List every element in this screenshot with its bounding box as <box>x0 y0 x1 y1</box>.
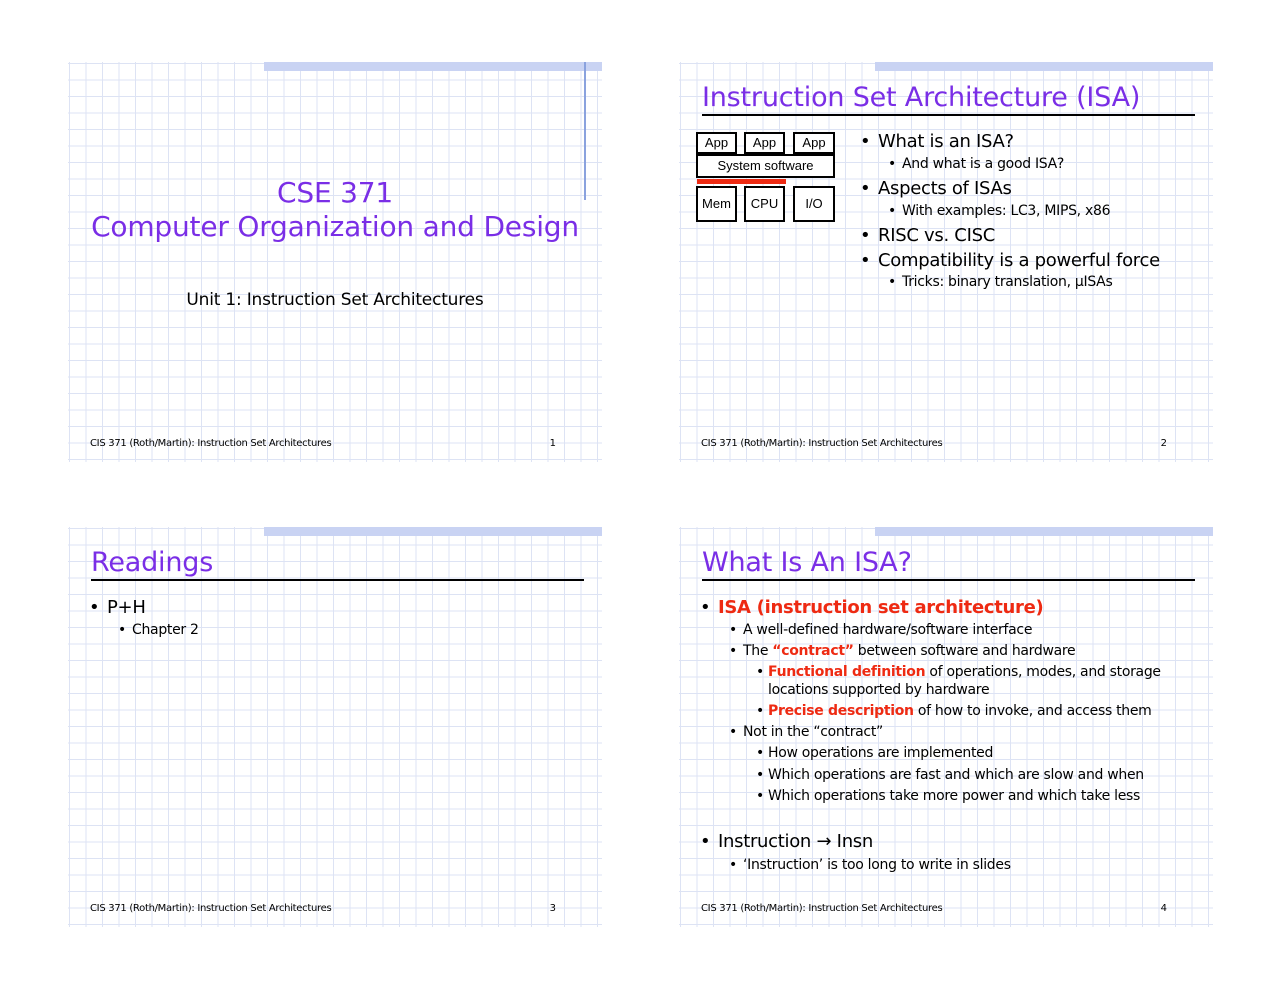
sub-bullet-item: • ‘Instruction’ is too long to write in slides <box>729 857 1011 873</box>
bullet-text: Instruction <box>718 831 817 852</box>
sub-bullet-text: Chapter 2 <box>132 622 199 638</box>
sub-sub-bullet-continuation: locations supported by hardware <box>768 682 990 698</box>
sub-bullet-item: • The “contract” between software and hardware <box>729 643 1076 659</box>
sub-bullet-item: • A well-defined hardware/software interface <box>729 622 1033 638</box>
bullet-item: • ISA (instruction set architecture) <box>700 597 1044 618</box>
slide-1 <box>68 62 602 462</box>
slide-footer: CIS 371 (Roth/Martin): Instruction Set Architectures <box>701 438 943 449</box>
slide-4 <box>679 527 1213 927</box>
sub-sub-bullet-text: How operations are implemented <box>768 745 994 761</box>
sub-bullet-item: • With examples: LC3, MIPS, x86 <box>888 203 1111 219</box>
bullet-text: P+H <box>107 597 146 618</box>
slide-3-title: Readings <box>91 547 214 578</box>
isa-heading: ISA (instruction set architecture) <box>718 597 1044 618</box>
slide-1-unit: Unit 1: Instruction Set Architectures <box>186 290 484 310</box>
bullet-item: • Aspects of ISAs <box>860 178 1012 199</box>
mem-box: Mem <box>696 186 737 222</box>
slide-footer: CIS 371 (Roth/Martin): Instruction Set Architectures <box>90 903 332 914</box>
page-number: 4 <box>1160 903 1167 914</box>
sub-bullet-item: • Not in the “contract” <box>729 724 883 740</box>
sub-sub-bullet-item: • Precise description of how to invoke, and access them <box>756 703 1152 719</box>
bullet-text: Aspects of ISAs <box>878 178 1012 199</box>
slide-1-title: CSE 371 <box>277 176 393 209</box>
bullet-text: RISC vs. CISC <box>878 225 995 246</box>
sub-sub-bullet-item: • How operations are implemented <box>756 745 994 761</box>
sub-sub-bullet-text: of how to invoke, and access them <box>913 703 1152 719</box>
sub-bullet-text: between software and hardware <box>853 643 1076 659</box>
page-number: 1 <box>549 438 556 449</box>
sub-bullet-text: With examples: LC3, MIPS, x86 <box>902 203 1111 219</box>
sub-bullet-item: • And what is a good ISA? <box>888 156 1065 172</box>
sub-sub-bullet-text: Which operations take more power and which take less <box>768 788 1141 804</box>
sub-bullet-text: Tricks: binary translation, μISAs <box>902 274 1113 290</box>
sub-bullet-text: The <box>743 643 773 659</box>
isa-boundary-bar <box>697 179 786 184</box>
slide-2 <box>679 62 1213 462</box>
bullet-text: Compatibility is a powerful force <box>878 250 1160 271</box>
sub-bullet-item: • Chapter 2 <box>118 622 199 638</box>
header-band <box>264 62 602 71</box>
header-band <box>264 527 602 536</box>
arrow-icon: → <box>816 831 832 852</box>
title-rule <box>702 114 1195 116</box>
app-box: App <box>744 132 785 154</box>
bullet-text: Insn <box>831 831 873 852</box>
sub-sub-bullet-item: • Which operations take more power and which take less <box>756 788 1141 804</box>
sub-bullet-text: Not in the “contract” <box>743 724 883 740</box>
precise-description-highlight: Precise description <box>768 703 914 719</box>
header-band <box>875 527 1213 536</box>
slide-footer: CIS 371 (Roth/Martin): Instruction Set Architectures <box>90 438 332 449</box>
bullet-item: • What is an ISA? <box>860 131 1014 152</box>
slide-4-title: What Is An ISA? <box>702 547 912 578</box>
functional-definition-highlight: Functional definition <box>768 664 926 680</box>
page-number: 2 <box>1160 438 1167 449</box>
sub-sub-bullet-text: Which operations are fast and which are slow and when <box>768 767 1144 783</box>
slide-2-title: Instruction Set Architecture (ISA) <box>702 82 1141 113</box>
slide-3 <box>68 527 602 927</box>
io-box: I/O <box>793 186 835 222</box>
bullet-item: • Compatibility is a powerful force <box>860 250 1160 271</box>
bullet-item: • Instruction → Insn <box>700 831 873 852</box>
bullet-item: • RISC vs. CISC <box>860 225 995 246</box>
sub-bullet-text: And what is a good ISA? <box>902 156 1065 172</box>
app-box: App <box>696 132 737 154</box>
sub-sub-bullet-item: • Functional definition of operations, modes, and storage <box>756 664 1161 680</box>
sub-bullet-text: A well-defined hardware/software interface <box>743 622 1033 638</box>
page-number: 3 <box>549 903 556 914</box>
contract-highlight: “contract” <box>772 643 854 659</box>
bullet-text: What is an ISA? <box>878 131 1014 152</box>
header-band <box>875 62 1213 71</box>
system-software-box: System software <box>696 154 835 178</box>
slide-footer: CIS 371 (Roth/Martin): Instruction Set Architectures <box>701 903 943 914</box>
sub-bullet-text: ‘Instruction’ is too long to write in slides <box>743 857 1011 873</box>
sub-bullet-item: • Tricks: binary translation, μISAs <box>888 274 1113 290</box>
sub-sub-bullet-item: • Which operations are fast and which are slow and when <box>756 767 1144 783</box>
sub-sub-bullet-text: of operations, modes, and storage <box>925 664 1161 680</box>
slide-1-subtitle: Computer Organization and Design <box>91 210 579 243</box>
bullet-item: • P+H <box>89 597 146 618</box>
app-box: App <box>793 132 835 154</box>
title-rule <box>91 579 584 581</box>
cpu-box: CPU <box>744 186 785 222</box>
title-rule <box>702 579 1195 581</box>
